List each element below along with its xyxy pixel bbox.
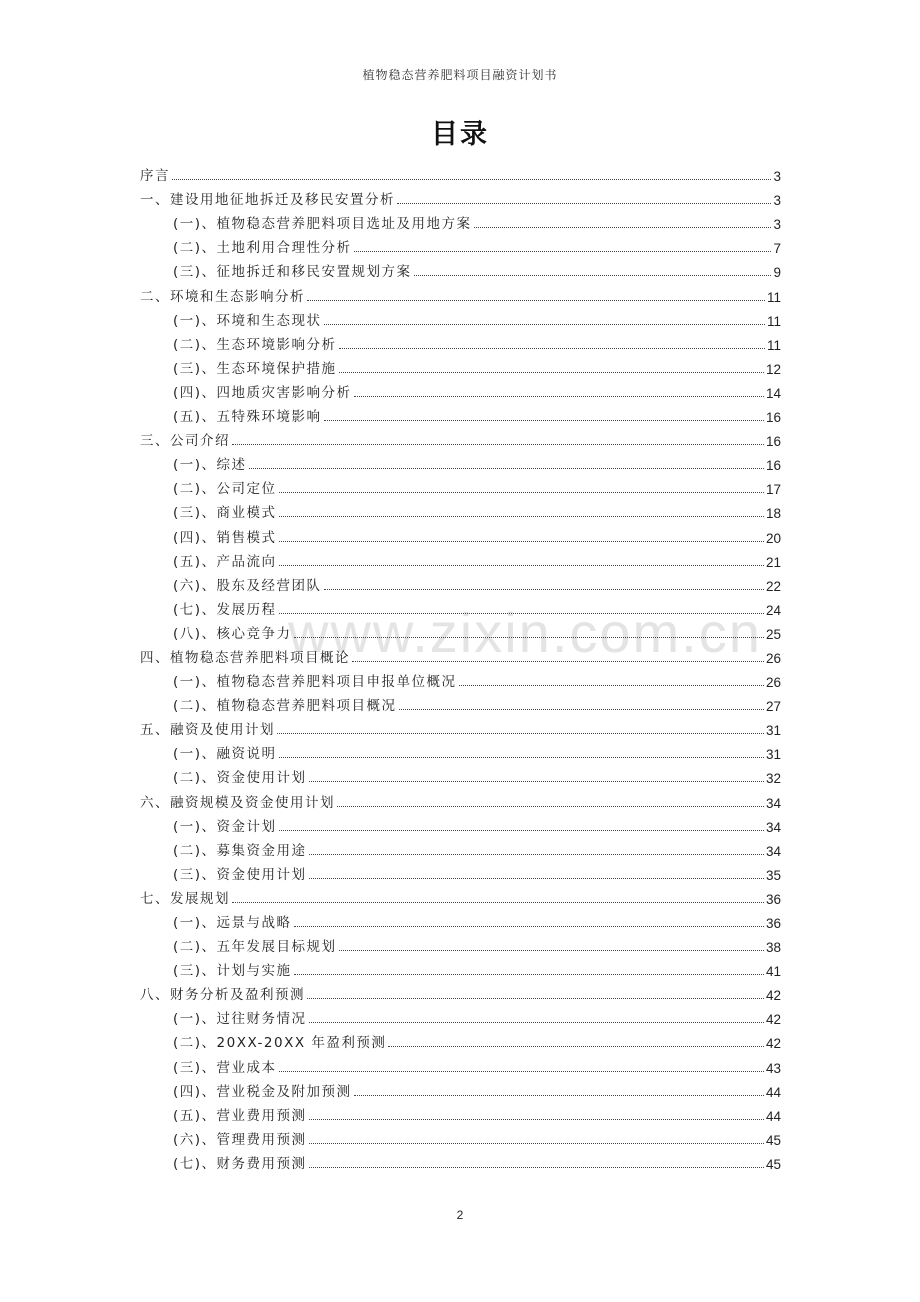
toc-entry[interactable] [140, 473, 781, 497]
toc-leader-dots [414, 275, 772, 276]
toc-entry-page: 35 [765, 867, 781, 883]
toc-entry-page: 14 [765, 385, 781, 401]
toc-entry-page: 41 [765, 964, 781, 980]
toc-entry-label: (一)、远景与战略 [173, 915, 292, 931]
toc-entry-label: 一、建设用地征地拆迁及移民安置分析 [140, 192, 395, 209]
toc-entry-label: (三)、营业成本 [173, 1059, 277, 1076]
toc-entry[interactable] [140, 762, 781, 786]
toc-entry[interactable] [140, 594, 781, 618]
toc-entry-label: (一)、植物稳态营养肥料项目选址及用地方案 [173, 216, 472, 233]
toc-leader-dots [339, 348, 765, 349]
toc-entry[interactable] [140, 353, 781, 377]
toc-leader-dots [294, 926, 764, 927]
toc-entry-page: 34 [765, 795, 781, 811]
toc-entry-page: 32 [765, 771, 781, 787]
toc-entry[interactable] [140, 256, 781, 280]
toc-leader-dots [279, 492, 764, 493]
toc-entry-page: 25 [765, 626, 781, 642]
toc-entry-label: (一)、植物稳态营养肥料项目申报单位概况 [173, 674, 457, 691]
toc-entry-label: (二)、公司定位 [173, 481, 277, 498]
toc-entry[interactable] [140, 377, 781, 401]
toc-entry[interactable] [140, 521, 781, 545]
toc-entry-label: 三、公司介绍 [140, 433, 230, 450]
page-number: 2 [456, 1208, 464, 1222]
toc-leader-dots [309, 854, 764, 855]
toc-leader-dots [279, 613, 764, 614]
toc-entry-page: 3 [773, 217, 781, 233]
toc-entry-label: 六、融资规模及资金使用计划 [140, 794, 335, 811]
toc-entry[interactable] [140, 232, 781, 256]
toc-entry[interactable] [140, 642, 781, 666]
toc-entry[interactable] [140, 859, 781, 883]
toc-entry-label: (五)、五特殊环境影响 [173, 409, 322, 426]
toc-leader-dots [324, 420, 764, 421]
toc-entry-page: 20 [765, 530, 781, 546]
toc-entry[interactable] [140, 1100, 781, 1124]
toc-entry[interactable] [140, 883, 781, 907]
toc-leader-dots [354, 1095, 764, 1096]
watermark: www.zixin.com.cn [288, 601, 762, 664]
toc-entry[interactable] [140, 835, 781, 859]
toc-entry[interactable] [140, 714, 781, 738]
toc-leader-dots [309, 781, 764, 782]
toc-leader-dots [279, 757, 764, 758]
toc-leader-dots [474, 227, 772, 228]
toc-leader-dots [309, 1119, 764, 1120]
toc-entry-label: (三)、生态环境保护措施 [173, 360, 337, 377]
toc-leader-dots [339, 372, 764, 373]
toc-leader-dots [324, 324, 765, 325]
toc-leader-dots [397, 203, 771, 204]
toc-entry-label: (一)、资金计划 [173, 818, 277, 835]
toc-entry-label: (二)、20XX-20XX 年盈利预测 [173, 1035, 387, 1052]
toc-entry-label: (一)、过往财务情况 [173, 1011, 307, 1028]
toc-leader-dots [309, 878, 764, 879]
toc-entry[interactable] [140, 979, 781, 1003]
toc-entry-page: 24 [765, 602, 781, 618]
toc-entry-page: 18 [765, 506, 781, 522]
toc-entry-label: (一)、环境和生态现状 [173, 312, 322, 329]
toc-entry[interactable] [140, 786, 781, 810]
toc-entry-page: 17 [765, 482, 781, 498]
toc-entry-page: 36 [765, 916, 781, 931]
toc-leader-dots [307, 300, 765, 301]
running-header: 植物稳态营养肥料项目融资计划书 [362, 68, 558, 82]
toc-entry[interactable] [140, 1124, 781, 1148]
toc-entry-label: 序言 [140, 168, 170, 185]
toc-entry-page: 34 [765, 843, 781, 859]
toc-entry[interactable] [140, 811, 781, 835]
toc-leader-dots [279, 565, 764, 566]
toc-entry[interactable] [140, 329, 781, 353]
toc-entry-label: (五)、产品流向 [173, 553, 277, 570]
toc-entry-label: (八)、核心竞争力 [173, 625, 292, 642]
toc-entry[interactable] [140, 1076, 781, 1100]
toc-entry-page: 45 [765, 1132, 781, 1148]
toc-entry[interactable] [140, 690, 781, 714]
toc-entry-page: 42 [765, 1036, 781, 1052]
toc-entry-page: 44 [765, 1108, 781, 1124]
toc-entry-label: 八、财务分析及盈利预测 [140, 987, 305, 1004]
toc-entry[interactable] [140, 280, 781, 304]
page-title: 目录 [431, 119, 489, 150]
toc-entry[interactable] [140, 305, 781, 329]
toc-leader-dots [232, 444, 764, 445]
toc-entry-label: 四、植物稳态营养肥料项目概论 [140, 649, 350, 666]
toc-entry-page: 16 [765, 458, 781, 474]
toc-entry-label: (四)、销售模式 [173, 529, 277, 546]
toc-entry-label: (四)、四地质灾害影响分析 [173, 384, 352, 401]
toc-entry-label: (三)、计划与实施 [173, 963, 292, 980]
toc-entry-page: 42 [765, 1012, 781, 1028]
toc-entry[interactable] [140, 931, 781, 955]
toc-entry-page: 44 [765, 1084, 781, 1100]
toc-leader-dots [354, 396, 764, 397]
toc-entry-page: 31 [765, 747, 781, 763]
toc-leader-dots [388, 1046, 764, 1047]
toc-entry-label: 七、发展规划 [140, 890, 230, 907]
toc-entry-label: (四)、营业税金及附加预测 [173, 1083, 352, 1100]
toc-entry-page: 36 [765, 891, 781, 907]
toc-entry-page: 7 [773, 241, 781, 257]
toc-entry-page: 26 [765, 675, 781, 691]
toc-entry-page: 16 [765, 410, 781, 426]
toc-entry-label: (二)、募集资金用途 [173, 842, 307, 859]
toc-entry-label: (七)、财务费用预测 [173, 1155, 307, 1172]
toc-entry[interactable] [140, 160, 781, 184]
toc-entry-page: 31 [765, 723, 781, 739]
toc-entry-label: (六)、管理费用预测 [173, 1131, 307, 1148]
toc-leader-dots [307, 998, 764, 999]
toc-entry-page: 16 [765, 434, 781, 450]
toc-entry-label: (一)、融资说明 [173, 746, 277, 763]
toc-entry[interactable] [140, 1003, 781, 1027]
toc-leader-dots [249, 468, 764, 469]
toc-entry-page: 3 [773, 193, 781, 209]
toc-leader-dots [294, 637, 764, 638]
toc-leader-dots [279, 830, 764, 831]
toc-leader-dots [294, 974, 764, 975]
toc-entry[interactable] [140, 666, 781, 690]
toc-entry-label: (三)、商业模式 [173, 505, 277, 522]
toc-entry-label: (二)、五年发展目标规划 [173, 939, 337, 956]
toc-entry-page: 43 [765, 1060, 781, 1076]
toc-leader-dots [279, 1071, 764, 1072]
toc-entry[interactable] [140, 1148, 781, 1172]
toc-entry[interactable] [140, 546, 781, 570]
toc-entry-page: 12 [765, 361, 781, 377]
toc-entry[interactable] [140, 955, 781, 979]
toc-entry[interactable] [140, 1027, 781, 1051]
toc-leader-dots [309, 1143, 764, 1144]
toc-leader-dots [339, 950, 764, 951]
toc-entry-page: 42 [765, 988, 781, 1004]
toc-entry-page: 34 [765, 819, 781, 835]
toc-entry-page: 3 [773, 169, 781, 185]
toc-entry-label: (三)、征地拆迁和移民安置规划方案 [173, 264, 412, 281]
toc-leader-dots [337, 806, 764, 807]
toc-entry-label: (六)、股东及经营团队 [173, 577, 322, 594]
toc-leader-dots [309, 1022, 764, 1023]
toc-leader-dots [277, 733, 764, 734]
toc-entry-label: (五)、营业费用预测 [173, 1107, 307, 1124]
toc-entry-page: 27 [765, 699, 781, 715]
toc-entry-page: 26 [765, 650, 781, 666]
toc-entry-page: 11 [766, 289, 781, 305]
toc-entry-page: 45 [765, 1156, 781, 1172]
toc-entry-label: 五、融资及使用计划 [140, 722, 275, 739]
table-of-contents [140, 160, 781, 1172]
toc-leader-dots [399, 709, 764, 710]
toc-entry[interactable] [140, 184, 781, 208]
toc-entry[interactable] [140, 449, 781, 473]
toc-entry-page: 21 [765, 554, 781, 570]
toc-leader-dots [232, 902, 764, 903]
toc-leader-dots [324, 589, 764, 590]
toc-entry[interactable] [140, 497, 781, 521]
toc-entry-page: 9 [773, 265, 781, 281]
toc-entry-label: (七)、发展历程 [173, 601, 277, 618]
toc-entry-label: (二)、生态环境影响分析 [173, 336, 337, 353]
toc-entry-label: (二)、资金使用计划 [173, 770, 307, 787]
toc-leader-dots [279, 541, 764, 542]
toc-entry[interactable] [140, 401, 781, 425]
toc-entry[interactable] [140, 570, 781, 594]
toc-entry-label: 二、环境和生态影响分析 [140, 288, 305, 305]
toc-entry-page: 11 [766, 313, 781, 329]
toc-entry[interactable] [140, 618, 781, 642]
toc-entry-label: (一)、综述 [173, 457, 247, 474]
toc-entry-page: 22 [765, 578, 781, 594]
toc-entry[interactable] [140, 208, 781, 232]
toc-entry-label: (三)、资金使用计划 [173, 866, 307, 883]
toc-entry-page: 38 [765, 940, 781, 956]
toc-entry[interactable] [140, 1051, 781, 1075]
toc-leader-dots [354, 251, 772, 252]
toc-entry-label: (二)、土地利用合理性分析 [173, 240, 352, 257]
toc-entry[interactable] [140, 907, 781, 931]
toc-leader-dots [309, 1167, 764, 1168]
toc-entry-label: (二)、植物稳态营养肥料项目概况 [173, 698, 397, 715]
toc-leader-dots [279, 516, 764, 517]
toc-entry-page: 11 [766, 337, 781, 353]
toc-leader-dots [459, 685, 764, 686]
toc-entry[interactable] [140, 425, 781, 449]
toc-leader-dots [172, 179, 771, 180]
toc-leader-dots [352, 661, 764, 662]
toc-entry[interactable] [140, 738, 781, 762]
